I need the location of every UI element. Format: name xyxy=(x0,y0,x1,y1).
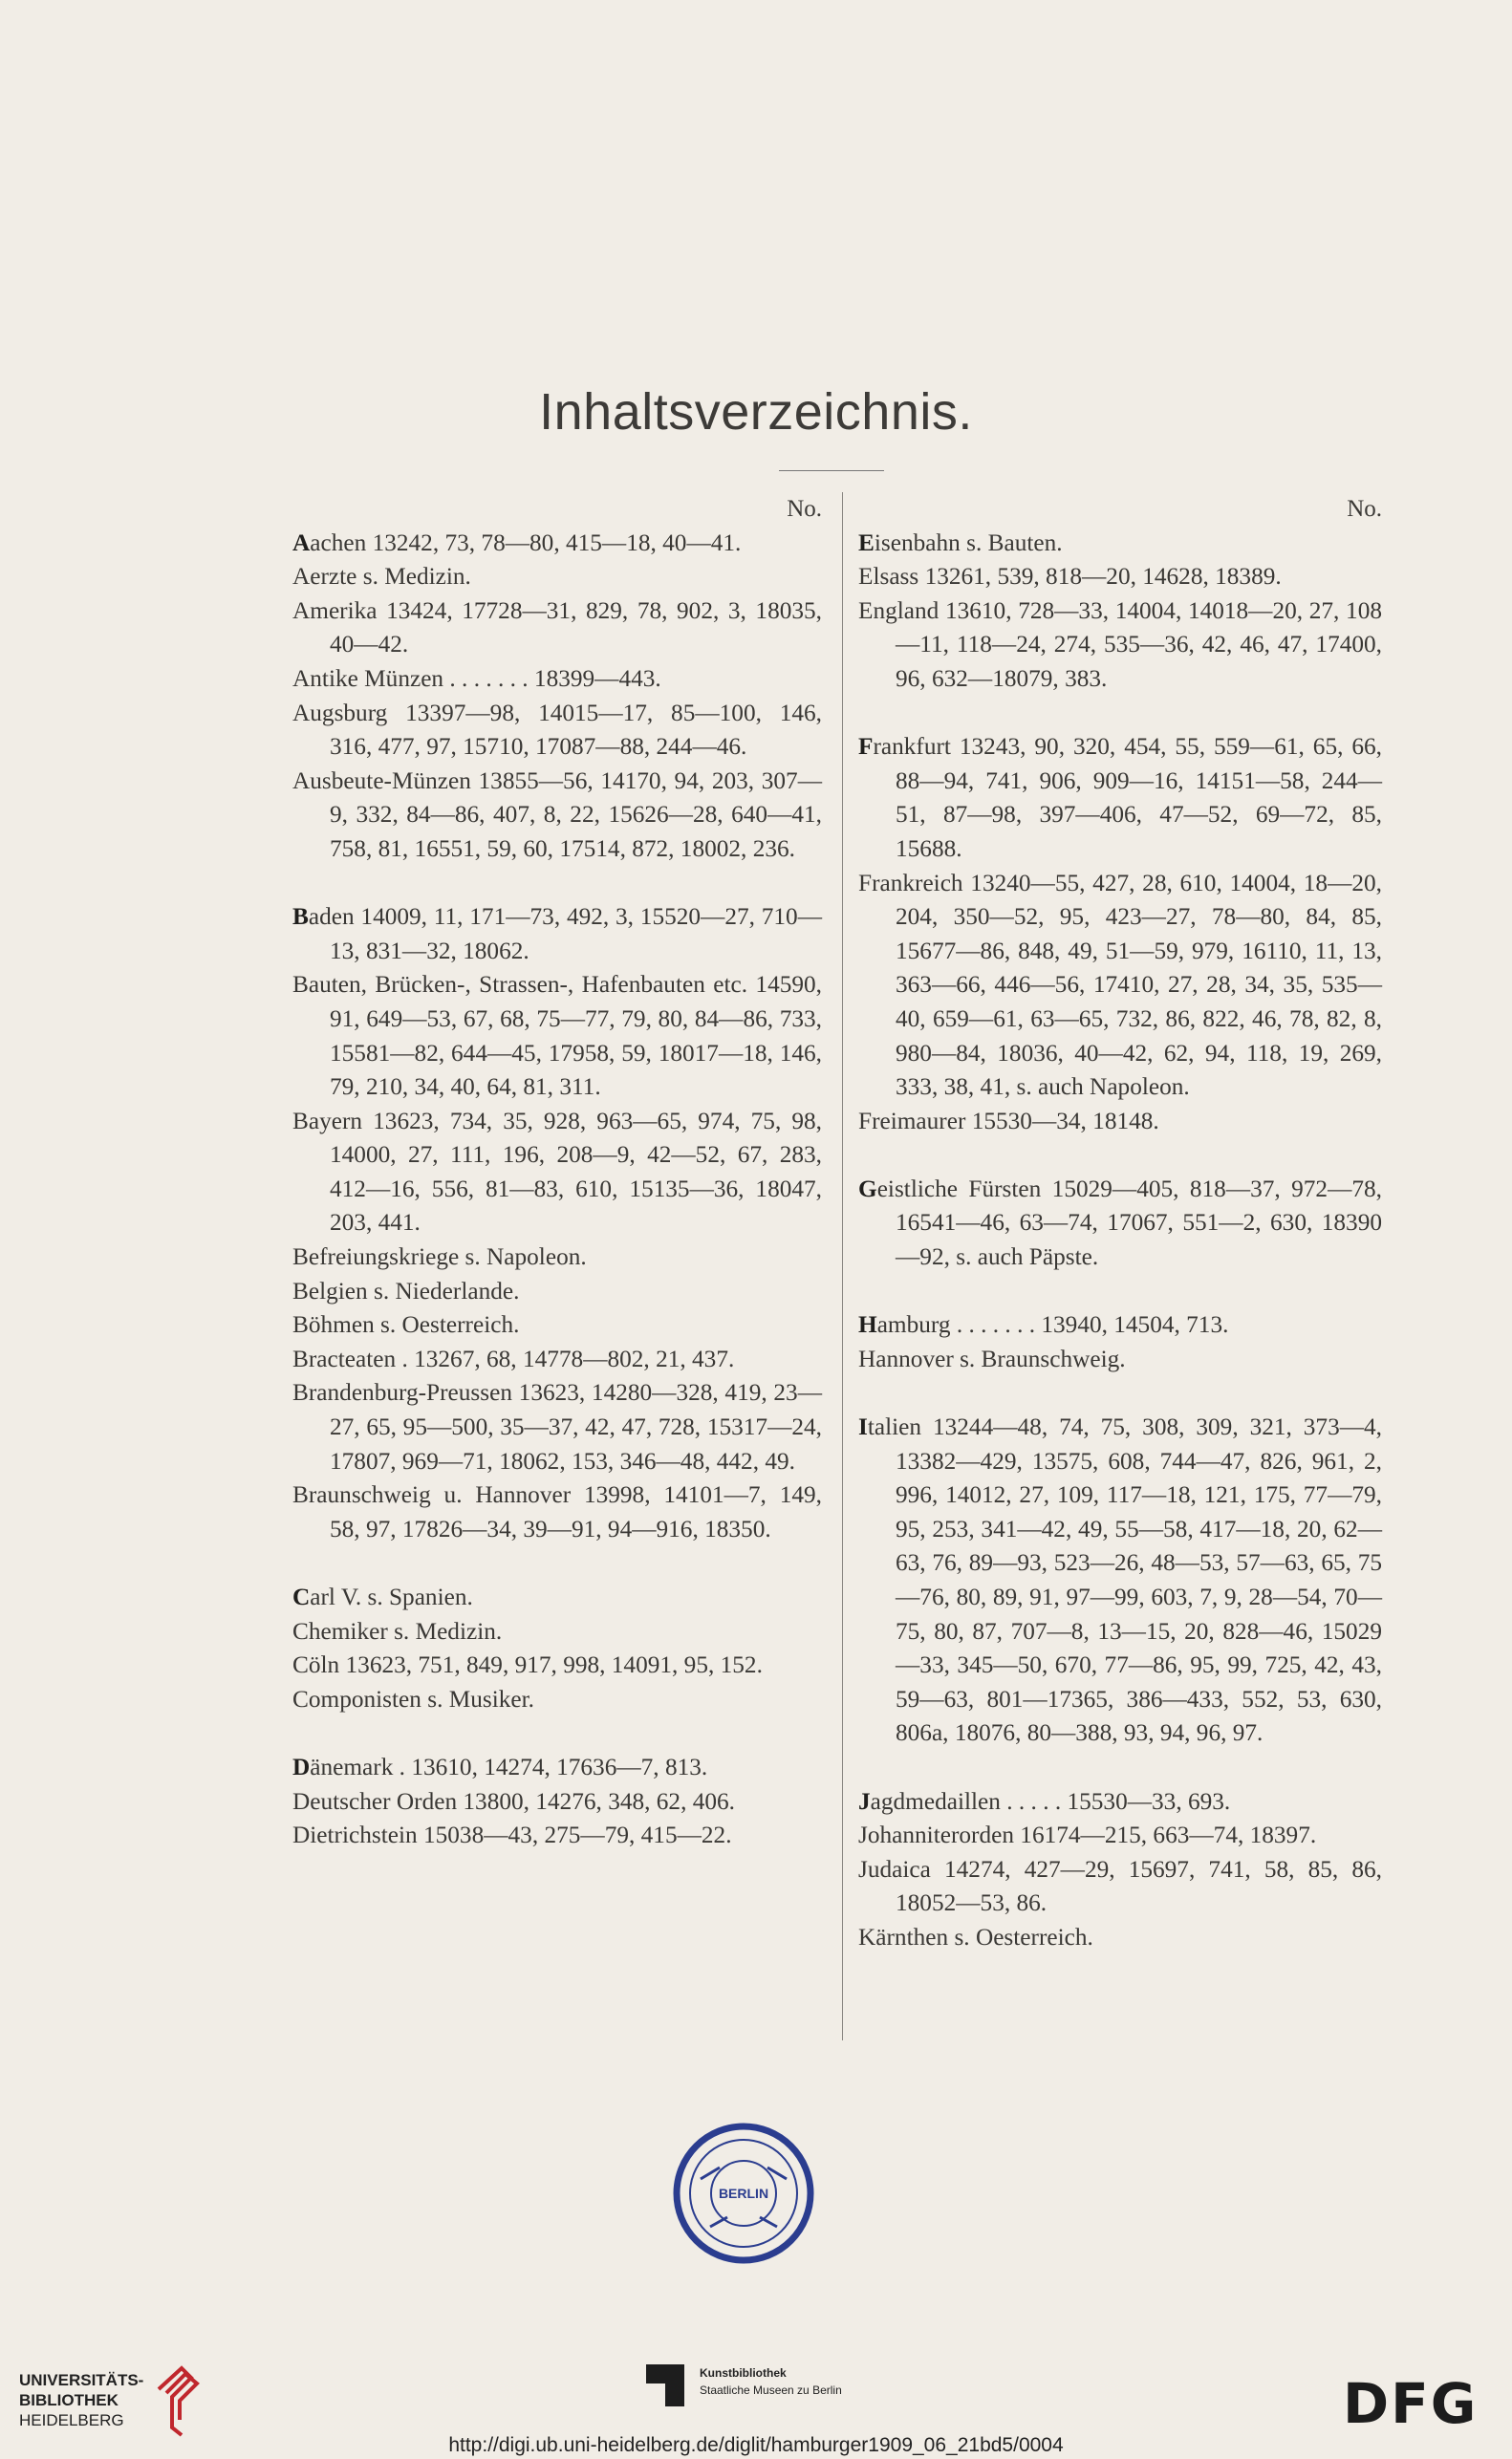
section-initial: J xyxy=(858,1787,871,1815)
museum-stamp xyxy=(672,2122,815,2265)
section-gap xyxy=(292,1546,822,1581)
index-entry: England 13610, 728—33, 14004, 14018—20, 27, 108—11, 118—24, 274, 535—36, 42, 46, 47, 17400, 96, 632—18079, 383. xyxy=(858,596,1382,692)
entry-text: achen 13242, 73, 78—80, 415—18, 40—41. xyxy=(310,528,742,556)
index-entry: Bauten, Brücken-, Strassen-, Hafenbauten etc. 14590, 91, 649—53, 67, 68, 75—77, 79, 80, 84—86, 733, 15581—82, 644—45, 17958, 59, 18017—18, 146, 79, 210, 34, 40, 64, 81, 311. xyxy=(292,971,822,1101)
museum-logo xyxy=(646,2362,895,2410)
index-entry: Chemiker s. Medizin. xyxy=(292,1617,503,1645)
museum-name-line-1: Kunstbibliothek xyxy=(700,2366,787,2380)
section-initial: D xyxy=(292,1753,311,1780)
entry-text: aden 14009, 11, 171—73, 492, 3, 15520—27, 710—13, 831—32, 18062. xyxy=(308,903,822,964)
svg-text:BERLIN: BERLIN xyxy=(718,2186,769,2201)
index-entry xyxy=(292,900,822,968)
number-column-header: No. xyxy=(1347,496,1382,522)
entry-text: rankfurt 13243, 90, 320, 454, 55, 559—61, 65, 66, 88—94, 741, 906, 909—16, 14151—58, 244—51, 87—98, 397—406, 47—52, 69—72, 85, 15688. xyxy=(873,733,1382,862)
museum-mark-icon xyxy=(646,2364,684,2406)
index-entry: Cöln 13623, 751, 849, 917, 998, 14091, 95, 152. xyxy=(292,1651,763,1679)
index-entry: Brandenburg-Preussen 13623, 14280—328, 419, 23—27, 65, 95—500, 35—37, 42, 47, 728, 15317—24, 17807, 969—71, 18062, 153, 346—48, 442, 49. xyxy=(292,1379,822,1475)
dfg-logo: DFG xyxy=(1343,2371,1479,2436)
index-entry xyxy=(858,730,1382,866)
index-entry: Judaica 14274, 427—29, 15697, 741, 58, 85, 86, 18052—53, 86. xyxy=(858,1855,1382,1917)
section-initial: G xyxy=(858,1175,877,1202)
section-initial: A xyxy=(292,528,311,556)
university-mark-icon xyxy=(153,2361,210,2442)
entry-text: änemark . 13610, 14274, 17636—7, 813. xyxy=(310,1753,708,1780)
index-entry: Bracteaten . 13267, 68, 14778—802, 21, 437. xyxy=(292,1345,735,1372)
index-entry: Amerika 13424, 17728—31, 829, 78, 902, 3, 18035, 40—42. xyxy=(292,596,822,658)
index-entry: Belgien s. Niederlande. xyxy=(292,1277,520,1305)
index-entry: Befreiungskriege s. Napoleon. xyxy=(292,1243,587,1271)
index-entry: Elsass 13261, 539, 818—20, 14628, 18389. xyxy=(858,563,1282,591)
index-entry: Ausbeute-Münzen 13855—56, 14170, 94, 203, 307—9, 332, 84—86, 407, 8, 22, 15626—28, 640—41, 758, 81, 16551, 59, 60, 17514, 872, 18002, 236. xyxy=(292,766,822,862)
page-title: Inhaltsverzeichnis. xyxy=(539,383,973,441)
index-entry: Freimaurer 15530—34, 18148. xyxy=(858,1107,1159,1134)
index-entry xyxy=(858,1785,1382,1820)
right-column xyxy=(858,492,1382,1955)
entry-text: isenbahn s. Bauten. xyxy=(874,528,1063,556)
index-entry: Aerzte s. Medizin. xyxy=(292,563,471,591)
entry-text: eistliche Fürsten 15029—405, 818—37, 972—78, 16541—46, 63—74, 17067, 551—2, 630, 18390—92, s. auch Päpste. xyxy=(876,1175,1382,1271)
museum-name-line-2: Staatliche Museen zu Berlin xyxy=(700,2384,842,2397)
left-column xyxy=(292,492,822,1853)
section-initial: B xyxy=(292,903,309,931)
section-initial: E xyxy=(858,528,875,556)
index-entry: Böhmen s. Oesterreich. xyxy=(292,1311,520,1339)
section-initial: I xyxy=(858,1413,868,1441)
entry-text: amburg . . . . . . . 13940, 14504, 713. xyxy=(876,1311,1229,1339)
section-gap xyxy=(858,1138,1382,1173)
index-entry xyxy=(858,527,1382,561)
section-gap xyxy=(292,1716,822,1751)
index-entry: Antike Münzen . . . . . . . 18399—443. xyxy=(292,664,661,692)
section-initial: H xyxy=(858,1311,877,1339)
number-column-header: No. xyxy=(787,496,822,522)
university-line-1: UNIVERSITÄTS- xyxy=(19,2371,144,2389)
source-url[interactable]: http://digi.ub.uni-heidelberg.de/diglit/hamburger1909_06_21bd5/0004 xyxy=(448,2434,1064,2456)
index-entry xyxy=(858,1173,1382,1275)
index-entry: Frankreich 13240—55, 427, 28, 610, 14004, 18—20, 204, 350—52, 95, 423—27, 78—80, 84, 85, 15677—86, 848, 49, 51—59, 979, 16110, 11, 13, 363—66, 446—56, 17410, 27, 28, 34, 35, 535—40, 659—61, 63—65, 732, 86, 822, 46, 78, 82, 8, 980—84, 18036, 40—42, 62, 94, 118, 19, 269, 333, 38, 41, s. auch Napoleon. xyxy=(858,869,1382,1101)
index-entry: Augsburg 13397—98, 14015—17, 85—100, 146, 316, 477, 97, 15710, 17087—88, 244—46. xyxy=(292,699,822,761)
column-divider xyxy=(842,492,843,2040)
index-entry: Componisten s. Musiker. xyxy=(292,1685,534,1713)
index-entry xyxy=(292,527,822,561)
section-initial: C xyxy=(292,1584,311,1610)
title-rule xyxy=(779,470,884,471)
index-entry: Kärnthen s. Oesterreich. xyxy=(858,1923,1093,1951)
section-gap xyxy=(858,1751,1382,1785)
entry-text: agdmedaillen . . . . . 15530—33, 693. xyxy=(870,1787,1231,1815)
entry-text: talien 13244—48, 74, 75, 308, 309, 321, 373—4, 13382—429, 13575, 608, 744—47, 826, 961, 2, 996, 14012, 27, 109, 117—18, 121, 175, 77—79, 95, 253, 341—42, 49, 55—58, 417—18, 20, 62—63, 76, 89—93, 523—26, 48—53, 57—63, 65, 75—76, 80, 89, 91, 97—99, 603, 7, 9, 28—54, 70—75, 80, 87, 707—8, 13—15, 20, 828—46, 15029—33, 345—50, 670, 77—86, 95, 99, 725, 42, 43, 59—63, 801—17365, 386—433, 552, 53, 630, 806a, 18076, 80—388, 93, 94, 96, 97. xyxy=(867,1413,1382,1747)
index-entry: Deutscher Orden 13800, 14276, 348, 62, 406. xyxy=(292,1787,736,1815)
university-line-3: HEIDELBERG xyxy=(19,2411,124,2429)
index-entry: Hannover s. Braunschweig. xyxy=(858,1345,1126,1372)
index-entry xyxy=(292,1751,822,1785)
section-gap xyxy=(858,1275,1382,1309)
section-gap xyxy=(292,867,822,901)
section-gap xyxy=(858,697,1382,731)
section-gap xyxy=(858,1376,1382,1411)
index-entry xyxy=(858,1308,1382,1343)
index-entry: Braunschweig u. Hannover 13998, 14101—7, 149, 58, 97, 17826—34, 39—91, 94—916, 18350. xyxy=(292,1481,822,1542)
section-initial: F xyxy=(858,733,874,761)
university-line-2: BIBLIOTHEK xyxy=(19,2391,119,2409)
index-entry xyxy=(292,1581,822,1615)
index-entry: Dietrichstein 15038—43, 275—79, 415—22. xyxy=(292,1822,732,1849)
index-entry: Johanniterorden 16174—215, 663—74, 18397. xyxy=(858,1822,1317,1849)
entry-text: arl V. s. Spanien. xyxy=(310,1584,473,1610)
index-entry xyxy=(858,1411,1382,1751)
index-entry: Bayern 13623, 734, 35, 928, 963—65, 974, 75, 98, 14000, 27, 111, 196, 208—9, 42—52, 67, 283, 412—16, 556, 81—83, 610, 15135—36, 18047, 203, 441. xyxy=(292,1107,822,1237)
